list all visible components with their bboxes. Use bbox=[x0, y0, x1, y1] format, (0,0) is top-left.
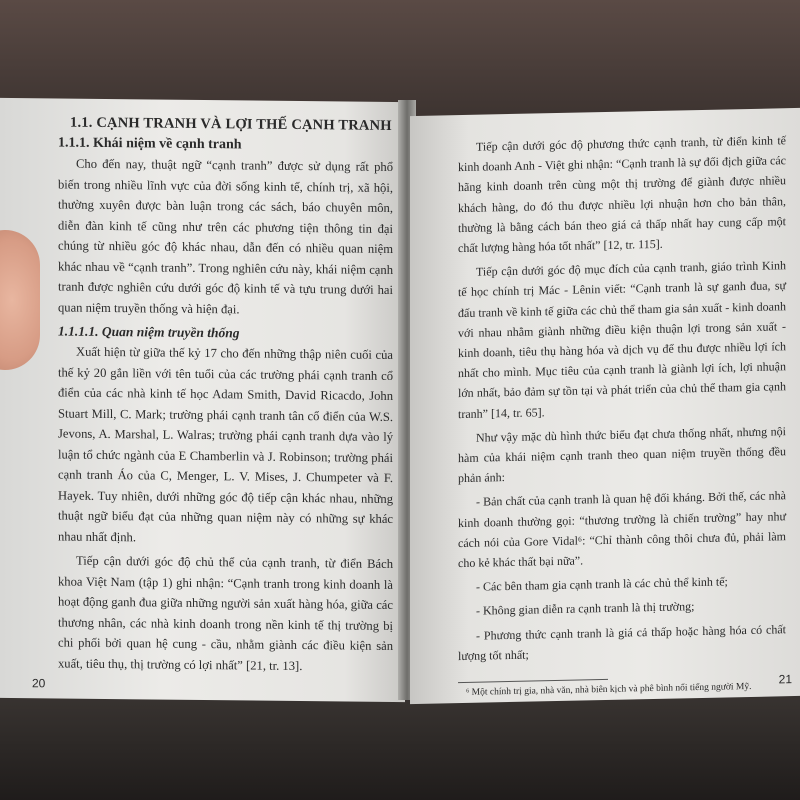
list-item: - Các bên tham gia cạnh tranh là các chủ thể kinh tế; bbox=[476, 574, 728, 594]
paragraph: Tiếp cận dưới góc độ chủ thể của cạnh tranh, từ điển Bách khoa Việt Nam (tập 1) ghi nhận: “Cạnh tranh trong kinh doanh là hoạt động ganh đua giữa những người sản xuất hàng hóa, giữa các thương nhân, các nhà kinh doanh trong nền kinh tế thị trường bị chi phối bởi quan hệ cung - cầu, nhằm giành các điều kiện sản xuất, tiêu thụ, thị trường có lợi nhất” [21, tr. 13]. bbox=[58, 553, 393, 673]
paragraph: Tiếp cận dưới góc độ mục đích của cạnh tranh, giáo trình Kinh tế học chính trị Mác - Lênin viết: “Cạnh tranh là sự ganh đua, sự đấu tranh về kinh tế giữa các chủ thể tham gia sản xuất - kinh doanh với nhau nhằm giành những điều kiện thuận lợi trong sản xuất - kinh doanh, tiêu thụ hàng hóa và dịch vụ để thu được nhiều lợi ích nhất cho mình. Mục tiêu của cạnh tranh là giành lợi ích, lợi nhuận lớn nhất, bảo đảm sự tồn tại và phát triển của chủ thể tham gia cạnh tranh” [14, tr. 65]. bbox=[458, 258, 786, 421]
left-page bbox=[0, 98, 405, 702]
page-number: 20 bbox=[32, 676, 46, 691]
footnote-divider bbox=[458, 679, 608, 683]
subsubsection-heading: 1.1.1.1. Quan niệm truyền thống bbox=[58, 323, 240, 341]
footnote: ⁶ Một chính trị gia, nhà văn, nhà biên kịch và phê bình nổi tiếng người Mỹ. bbox=[466, 682, 752, 698]
subsection-heading: 1.1.1. Khái niệm về cạnh tranh bbox=[58, 135, 242, 153]
paragraph: Như vậy mặc dù hình thức biểu đạt chưa thống nhất, nhưng nội hàm của khái niệm cạnh tranh theo quan niệm truyền thống đều phản ánh: bbox=[458, 424, 786, 486]
thumb bbox=[0, 230, 40, 370]
list-item: - Bản chất của cạnh tranh là quan hệ đối kháng. Bởi thế, các nhà kinh doanh thường gọi: “thương trường là chiến trường” hay như cách nói của Gore Vidal⁶: “Chỉ thành công thôi chưa đủ, phải làm cho kẻ khác thất bại nữa”. bbox=[458, 488, 786, 571]
background-bottom bbox=[0, 690, 800, 800]
page-number: 21 bbox=[778, 672, 792, 687]
list-item: - Phương thức cạnh tranh là giá cả thấp hoặc hàng hóa có chất lượng tốt nhất; bbox=[458, 621, 786, 663]
paragraph: Cho đến nay, thuật ngữ “cạnh tranh” được sử dụng rất phổ biến trong nhiều lĩnh vực của đời sống kinh tế, chính trị, xã hội, thường xuyên được bàn luận trong các sách, báo chuyên môn, diễn đàn kinh tế cũng như trên các phương tiện thông tin đại chúng từ nhiều góc độ khác nhau, dẫn đến có nhiều quan niệm khác nhau về “cạnh tranh”. Trong nghiên cứu này, khái niệm cạnh tranh được nghiên cứu dưới góc độ kinh tế và tựu trung dưới hai quan niệm truyền thống và hiện đại. bbox=[58, 156, 393, 316]
right-page bbox=[410, 108, 800, 704]
paragraph: Tiếp cận dưới góc độ phương thức cạnh tranh, từ điển kinh tế kinh doanh Anh - Việt ghi nhận: “Cạnh tranh là sự đối địch giữa các hãng kinh doanh trên cùng một thị trường để giành được nhiều khách hàng, do đó thu được nhiều lợi nhuận hơn cho bản thân, thường là bằng cách bán theo giá cả thấp nhất hay cung cấp một chất lượng hàng hóa tốt nhất” [12, tr. 115]. bbox=[458, 133, 786, 256]
list-item: - Không gian diễn ra cạnh tranh là thị trường; bbox=[476, 599, 695, 619]
paragraph: Xuất hiện từ giữa thế kỷ 17 cho đến những thập niên cuối của thế kỷ 20 gắn liền với tên tuổi của các trường phái cạnh tranh cổ điển của các nhà kinh tế học Adam Smith, David Ricacdo, John Stuart Mill, C. Mark; trường phái cạnh tranh tân cổ điển của W.S. Jevons, A. Marshal, L. Walras; trường phái cạnh tranh dựa vào lý luận tổ chức ngành của E Chamberlin và J. Robinson; trường phái cạnh tranh Áo của C, Menger, L. V. Mises, J. Chumpeter và F. Hayek. Tuy nhiên, dưới những góc độ tiếp cận khác nhau, những thuật ngữ biểu đạt của những quan niệm này có những sự khác nhau nhất định. bbox=[58, 344, 393, 544]
section-heading: 1.1. CẠNH TRANH VÀ LỢI THẾ CẠNH TRANH bbox=[70, 114, 392, 134]
